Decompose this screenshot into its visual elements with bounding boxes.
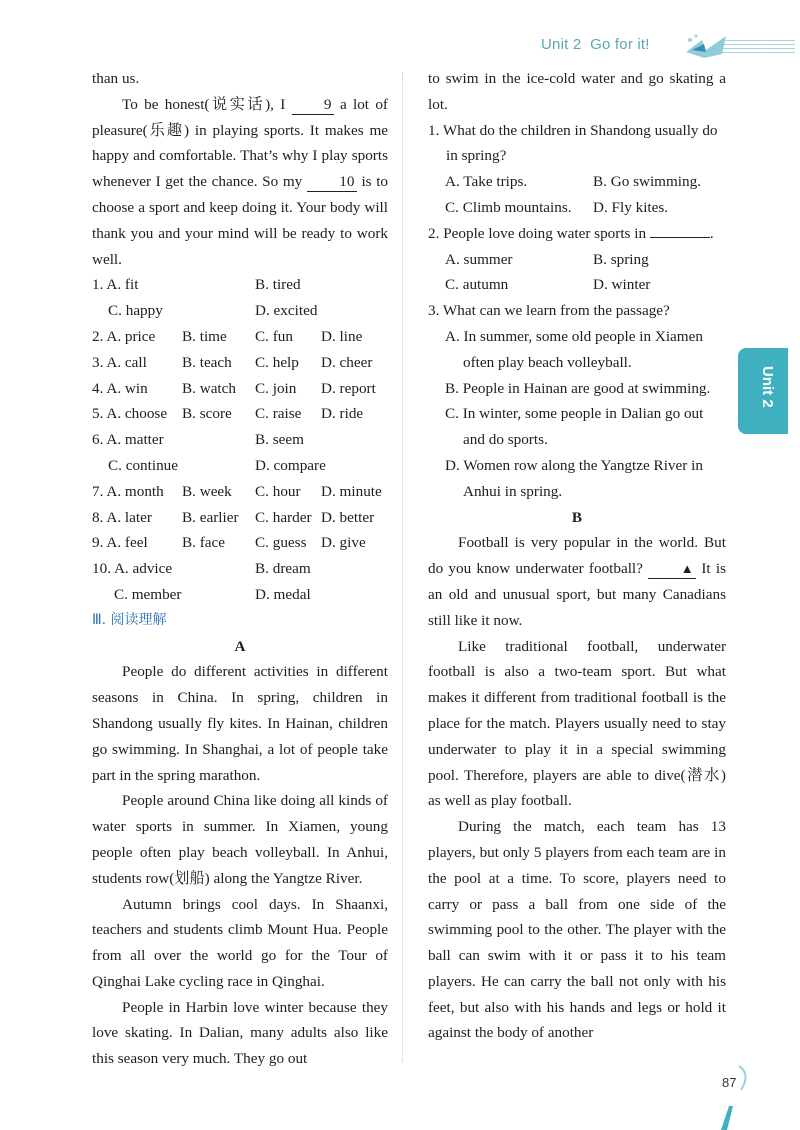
option-row-9: 9. A. feel B. face C. guess D. give: [92, 534, 366, 552]
header-title: Go for it!: [590, 36, 650, 53]
option-row-6: 6. A. matter B. seem: [92, 431, 304, 449]
option-row-4: 4. A. win B. watch C. join D. report: [92, 379, 376, 397]
section-heading-reading: Ⅲ. 阅读理解: [92, 611, 167, 628]
question-2-options-cd: C. autumn D. winter: [445, 276, 651, 294]
question-3: 3. What can we learn from the passage?: [428, 302, 670, 320]
header-unit: Unit 2: [541, 36, 582, 53]
passage-b-blank-mark: ▲: [648, 560, 696, 579]
question-3-option-d: D. Women row along the Yangtze River in Anhui in spring.: [445, 456, 703, 500]
option-row-10: 10. A. advice B. dream: [92, 560, 311, 578]
option-row-2: 2. A. price B. time C. fun D. line: [92, 327, 363, 345]
question-1-options-cd: C. Climb mountains. D. Fly kites.: [445, 198, 669, 216]
passage-b-title: B: [571, 508, 583, 526]
option-row-3: 3. A. call B. teach C. help D. cheer: [92, 353, 373, 371]
question-1: 1. What do the children in Shandong usually do in spring?: [428, 121, 718, 165]
option-row-10b: C. member D. medal: [114, 585, 311, 603]
passage-b-paragraph-1: Football is very popular in the world. But do you know underwater football? ▲ It is an old and unusual sport, but many Canadians still like it now.: [428, 534, 727, 629]
question-1-options-ab: A. Take trips. B. Go swimming.: [445, 173, 702, 191]
running-header: [541, 36, 650, 53]
question-3-option-a: A. In summer, some old people in Xiamen often play beach volleyball.: [445, 327, 703, 371]
option-row-5: 5. A. choose B. score C. raise D. ride: [92, 405, 364, 423]
option-row-7: 7. A. month B. week C. hour D. minute: [92, 482, 382, 500]
unit-side-tab: [738, 348, 788, 434]
passage-a-paragraph-3: Autumn brings cool days. In Shaanxi, teachers and students climb Mount Hua. People from all over the world go for the Tour of Qinghai Lake cycling race in Qinghai.: [92, 895, 388, 990]
unit-side-tab-label: Unit 2: [759, 366, 776, 408]
cloze-options: [92, 272, 388, 607]
cloze-continuation: than us.: [92, 70, 140, 87]
page-number: 87: [722, 1075, 737, 1090]
header-decoration: [720, 40, 795, 56]
question-2: 2. People love doing water sports in .: [428, 224, 714, 242]
question-2-options-ab: A. summer B. spring: [445, 250, 649, 268]
option-row-1: 1. A. fit B. tired: [92, 276, 301, 294]
right-column: [428, 66, 726, 1046]
question-2-blank: [650, 237, 710, 238]
blank-10: 10: [307, 173, 357, 192]
option-row-8: 8. A. later B. earlier C. harder D. better: [92, 508, 375, 526]
question-3-option-b: B. People in Hainan are good at swimming.: [445, 379, 711, 397]
passage-a-paragraph-1: People do different activities in different seasons in China. In spring, children in Shandong usually fly kites. In Hainan, children go swimming. In Shanghai, a lot of people take part in the spring marathon.: [92, 663, 388, 784]
passage-b-paragraph-3: During the match, each team has 13 players, but only 5 players from each team are in the pool at a time. To score, players need to carry or pass a ball from one side of the swimming pool to the other. The player with the ball can swim with it or pass it to his team players. He can carry the ball not only with his feet, but also with his hands and legs or hold it against the body of another: [428, 818, 726, 1042]
blank-9: 9: [292, 96, 334, 115]
cloze-paragraph: To be honest(说实话), I 9 a lot of pleasure(乐趣) in playing sports. It makes me happy and comfortable. That’s why I play sports whenever I get the chance. So my 10 is to choose a sport and keep doing it. Your body will thank you and your mind will be ready to work well.: [92, 95, 389, 268]
passage-a-paragraph-4: People in Harbin love winter because they love skating. In Dalian, many adults also like this season very much. They go out: [92, 998, 388, 1068]
passage-b-paragraph-2: Like traditional football, underwater football is also a two-team sport. But what makes it different from traditional football is the place for the match. Players usually need to stay underwater to play it in a special swimming pool. Therefore, players are able to dive(潜水) as well as play football.: [428, 637, 726, 810]
passage-a-title: A: [234, 637, 246, 655]
left-column: [92, 66, 388, 1072]
option-row-6b: C. continue D. compare: [108, 456, 326, 474]
passage-a-continuation: to swim in the ice-cold water and go skating a lot.: [428, 70, 726, 113]
option-row-1b: C. happy D. excited: [108, 302, 318, 320]
question-3-option-c: C. In winter, some people in Dalian go out and do sports.: [445, 405, 704, 449]
page-corner-decoration: [705, 1060, 765, 1130]
passage-a-paragraph-2: People around China like doing all kinds of water sports in summer. In Xiamen, young people often play beach volleyball. In Anhui, students row(划船) along the Yangtze River.: [92, 792, 388, 887]
column-divider: [402, 72, 403, 1062]
